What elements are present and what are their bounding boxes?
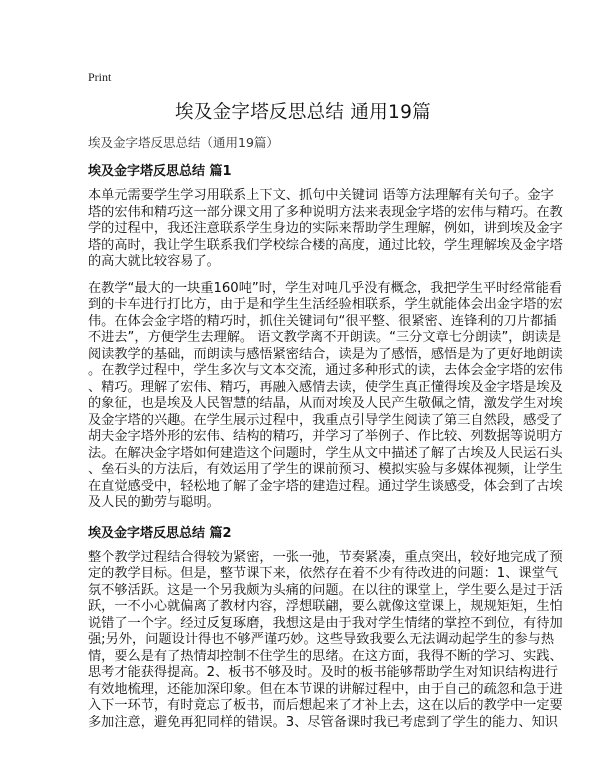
text-line: 、精巧。理解了宏伟、精巧，再融入感情去读，使学生真正懂得埃及金字塔是埃及 [88,379,563,395]
text-line: 及人民的勤劳与聪明。 [88,495,220,510]
text-line: 在教学“最大的一块重160吨”时，学生对吨几乎没有概念，我把学生平时经常能看 [88,280,563,296]
paragraph [88,188,563,271]
text-line: 说错了一个字。经过反复琢磨，我想这是由于我对学生情绪的掌控不到位，有待加 [88,615,563,631]
text-line: 入下一环节，有时竟忘了板书，而后想起来了才补上去，这在以后的教学中一定要 [88,698,563,713]
text-line: 及金字塔的兴趣。在学生展示过程中，我重点引导学生阅读了第三自然段，感受了 [88,412,563,428]
text-line: 定的教学目标。但是，整节课下来，依然存在着不少有待改进的问题：1、课堂气 [88,566,558,581]
text-line: 法。在解决金字塔如何建造这个问题时，学生从文中描述了解了古埃及人民运石头 [88,445,563,461]
text-line: 不进去”，方便学生去理解。 语文教学离不开朗读。“三分文章七分朗读”，朗读是 [88,330,562,345]
section-heading: 埃及金字塔反思总结 篇1 [88,164,232,179]
text-line: 本单元需要学生学习用联系上下文、抓句中关键词 语等方法理解有关句子。金字 [88,188,554,203]
text-line: 塔的高时，我让学生联系我们学校综合楼的高度，通过比较，学生理解埃及金字塔 [88,237,563,253]
text-line: 伟。在体会金字塔的精巧时，抓住关键词句“很平整、很紧密、连锋利的刀片都插 [88,313,557,329]
text-line: 强;另外，问题设计得也不够严谨巧妙。这些导致我要么无法调动起学生的参与热 [88,632,555,647]
paragraph [88,280,563,512]
text-line: 学的过程中，我还注意联系学生身边的实际来帮助学生理解，例如，讲到埃及金字 [88,221,563,236]
page-title: 埃及金字塔反思总结 通用19篇 [175,102,431,123]
text-line: 。在教学过程中，学生多次与文本交流，通过多种形式的读，去体会金字塔的宏伟 [88,363,563,378]
text-line: 在直觉感受中，轻松地了解了金字塔的建造过程。通过学生谈感受，体会到了古埃 [88,478,563,494]
text-line: 氛不够活跃。这是一个另我颇为头痛的问题。在以往的课堂上，学生要么是过于活 [88,582,563,598]
paragraph [88,549,563,732]
text-line: 塔的宏伟和精巧这一部分课文用了多种说明方法来表现金字塔的宏伟与精巧。在教 [88,204,563,220]
section-heading: 埃及金字塔反思总结 篇2 [88,525,232,541]
print-link[interactable]: Print [88,70,112,84]
text-line: 到的卡车进行打比方，由于是和学生生活经验相联系，学生就能体会出金字塔的宏 [88,297,563,312]
text-line: 胡夫金字塔外形的宏伟、结构的精巧，并学习了举例子、作比较、列数据等说明方 [88,429,563,444]
text-line: 有效地梳理，还能加深印象。但在本节课的讲解过程中，由于自己的疏忽和急于进 [88,681,563,697]
text-line: 情，要么是有了热情却控制不住学生的思绪。在这方面，我得不断的学习、实践、 [88,648,563,664]
text-line: 的高大就比较容易了。 [88,254,220,269]
sections [88,160,563,731]
text-line: 跃，一不小心就偏离了教材内容，浮想联翩，要么就像这堂课上，规规矩矩，生怕 [88,599,563,614]
document-page [88,70,563,741]
document-subtitle: 埃及金字塔反思总结（通用19篇） [88,135,279,150]
text-line: 的象征，也是埃及人民智慧的结晶，从而对埃及人民产生敬佩之情，激发学生对埃 [88,396,563,411]
text-line: 整个教学过程结合得较为紧密，一张一弛，节奏紧凑，重点突出，较好地完成了预 [88,549,563,565]
text-line: 、垒石头的方法后，有效运用了学生的课前预习、模拟实验与多媒体视频，让学生 [88,462,563,477]
text-line: 思考才能获得提高。2、板书不够及时。及时的板书能够帮助学生对知识结构进行 [88,665,558,680]
text-line: 多加注意，避免再犯同样的错误。3、尽管备课时我已考虑到了学生的能力、知识 [88,714,558,730]
text-line: 阅读教学的基础，而朗读与感悟紧密结合，读是为了感悟，感悟是为了更好地朗读 [88,346,563,362]
